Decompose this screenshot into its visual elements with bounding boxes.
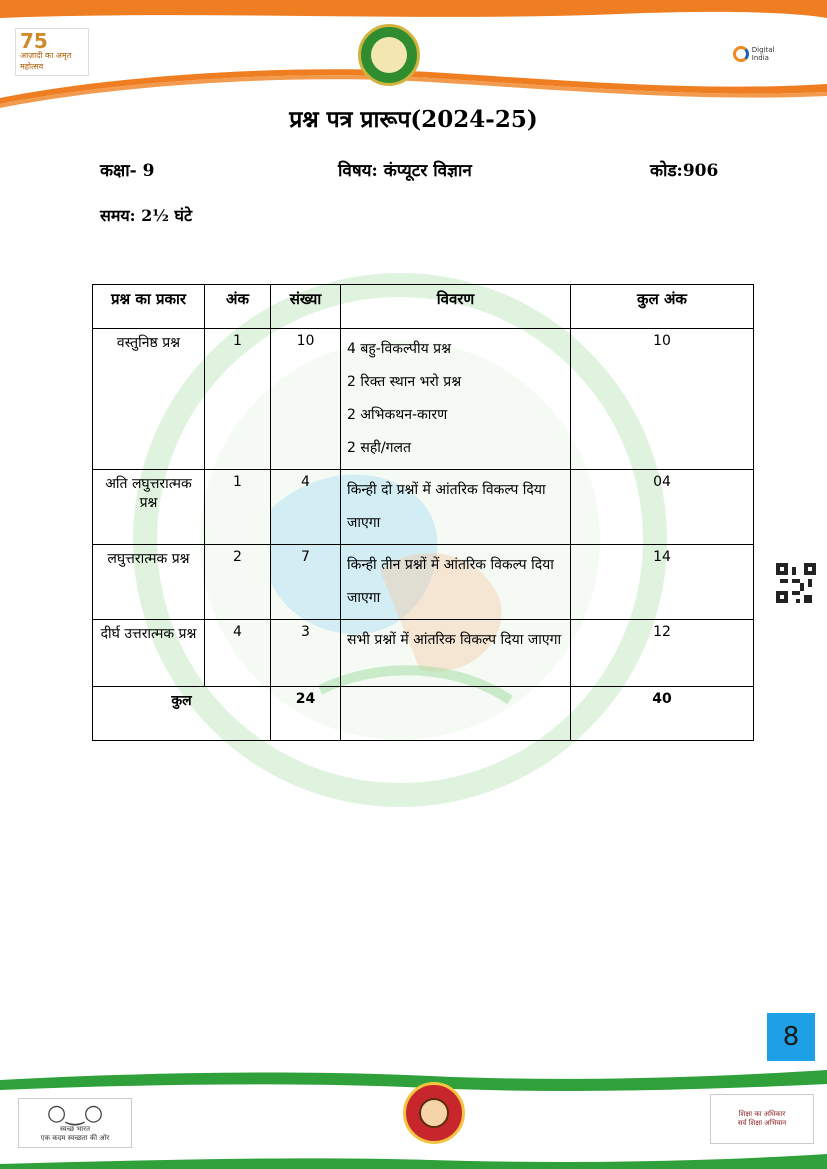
- qr-code-icon[interactable]: [776, 563, 816, 603]
- total-count: 24: [271, 687, 341, 741]
- page-number-badge: 8: [767, 1013, 815, 1061]
- header-total-marks: कुल अंक: [571, 285, 754, 329]
- marks: 1: [205, 470, 271, 545]
- question-type: वस्तुनिष्ठ प्रश्न: [93, 329, 205, 470]
- details: [341, 545, 571, 620]
- total-marks: 04: [571, 470, 754, 545]
- class-label: कक्षा- 9: [100, 161, 155, 181]
- question-type: अति लघुत्तरात्मक प्रश्न: [93, 470, 205, 545]
- total-details-empty: [341, 687, 571, 741]
- marks: 1: [205, 329, 271, 470]
- detail-line: किन्ही तीन प्रश्नों में आंतरिक विकल्प दिया जाएगा: [347, 557, 554, 606]
- count: 7: [271, 545, 341, 620]
- count: 3: [271, 620, 341, 687]
- total-marks: 10: [571, 329, 754, 470]
- question-type: लघुत्तरात्मक प्रश्न: [93, 545, 205, 620]
- detail-line: किन्ही दो प्रश्नों में आंतरिक विकल्प दिया जाएगा: [347, 482, 546, 531]
- table-row: [93, 620, 754, 687]
- detail-line: 4 बहु-विकल्पीय प्रश्न: [347, 341, 452, 357]
- beti-bachao-beti-padhao-logo: [403, 1082, 465, 1144]
- details: [341, 329, 571, 470]
- question-type: दीर्घ उत्तरात्मक प्रश्न: [93, 620, 205, 687]
- count: 4: [271, 470, 341, 545]
- detail-line: 2 सही/गलत: [347, 440, 411, 456]
- total-label: कुल: [93, 687, 271, 741]
- details: [341, 620, 571, 687]
- detail-line: 2 रिक्त स्थान भरो प्रश्न: [347, 374, 462, 390]
- hbse-emblem-logo: [358, 24, 420, 86]
- count: 10: [271, 329, 341, 470]
- header-marks: अंक: [205, 285, 271, 329]
- details: [341, 470, 571, 545]
- swachh-bharat-logo: ○‿○ स्वच्छ भारत एक कदम स्वच्छता की ओर: [18, 1098, 132, 1148]
- azadi-ka-amrit-mahotsav-logo: 75 आज़ादी का अमृत महोत्सव: [15, 28, 89, 76]
- document-title: प्रश्न पत्र प्रारूप(2024-25): [289, 106, 538, 133]
- subject-label: विषय: कंप्यूटर विज्ञान: [338, 161, 472, 181]
- marks: 4: [205, 620, 271, 687]
- marks: 2: [205, 545, 271, 620]
- header-details: विवरण: [341, 285, 571, 329]
- table-row: [93, 545, 754, 620]
- detail-line: सभी प्रश्नों में आंतरिक विकल्प दिया जाएगा: [347, 632, 562, 648]
- table-header-row: [93, 285, 754, 329]
- digital-india-logo: Digital India: [733, 40, 793, 68]
- question-paper-blueprint-table: [92, 284, 754, 741]
- shiksha-ka-adhikar-logo: शिक्षा का अधिकार सर्व शिक्षा अभियान: [710, 1094, 814, 1144]
- total-marks: 14: [571, 545, 754, 620]
- detail-line: 2 अभिकथन-कारण: [347, 407, 448, 423]
- code-label: कोड:906: [650, 161, 719, 181]
- table-total-row: [93, 687, 754, 741]
- header-count: संख्या: [271, 285, 341, 329]
- total-marks: 12: [571, 620, 754, 687]
- time-label: समय: 2½ घंटे: [100, 206, 193, 225]
- table-row: [93, 329, 754, 470]
- grand-total-marks: 40: [571, 687, 754, 741]
- page-footer: [0, 1068, 827, 1169]
- header-question-type: प्रश्न का प्रकार: [93, 285, 205, 329]
- table-row: [93, 470, 754, 545]
